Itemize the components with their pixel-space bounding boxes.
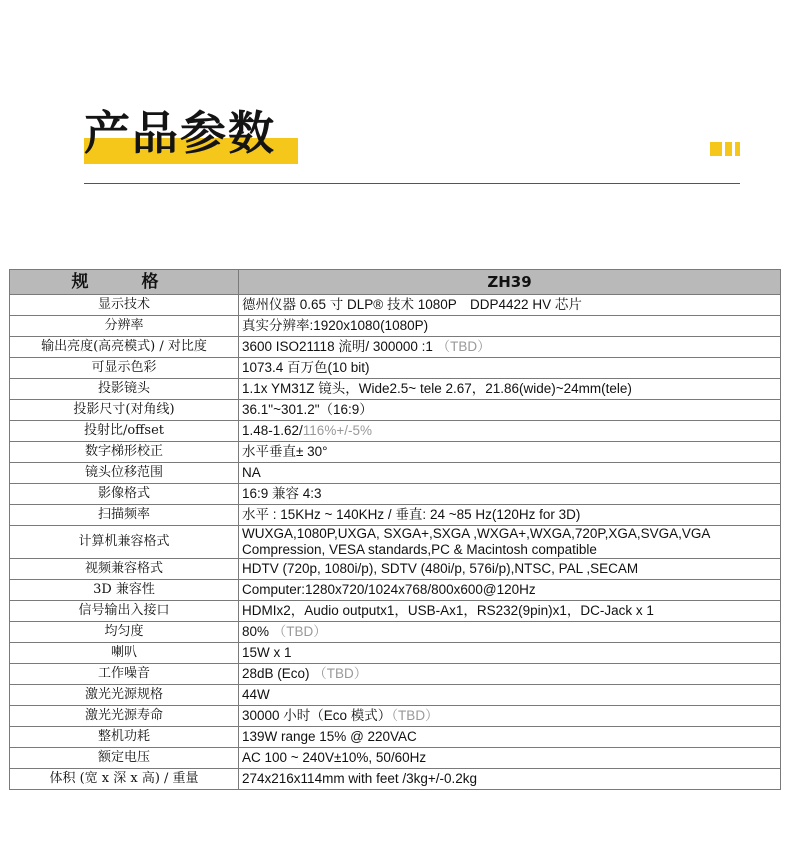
spec-value <box>239 379 781 400</box>
title-divider <box>84 183 740 184</box>
spec-label: 均匀度 <box>10 622 239 643</box>
spec-value-text: WUXGA,1080P,UXGA, SXGA+,SXGA ,WXGA+,WXGA,720P,XGA,SVGA,VGA Compression, VESA standards,PC & Macintosh compatible <box>242 526 710 557</box>
spec-value-text: 44W <box>242 687 270 702</box>
table-row <box>10 337 781 358</box>
spec-value <box>239 463 781 484</box>
table-row <box>10 484 781 505</box>
decorative-bars-icon <box>710 142 740 156</box>
table-row <box>10 769 781 790</box>
table-row <box>10 664 781 685</box>
table-row <box>10 706 781 727</box>
spec-value-text: 1073.4 百万色(10 bit) <box>242 360 370 375</box>
spec-value-text: AC 100 ~ 240V±10%, 50/60Hz <box>242 750 427 765</box>
spec-value <box>239 358 781 379</box>
spec-label: 输出亮度(高亮模式) / 对比度 <box>10 337 239 358</box>
spec-value <box>239 442 781 463</box>
spec-value-text: 28dB (Eco) <box>242 666 314 681</box>
spec-value <box>239 559 781 580</box>
spec-value <box>239 748 781 769</box>
spec-value-text: 16:9 兼容 4:3 <box>242 486 322 501</box>
spec-value-text: 30000 小时（Eco 模式） <box>242 708 392 723</box>
table-row <box>10 442 781 463</box>
table-row <box>10 316 781 337</box>
spec-label: 激光光源规格 <box>10 685 239 706</box>
spec-value <box>239 622 781 643</box>
spec-value <box>239 769 781 790</box>
spec-value-text: 80% <box>242 624 273 639</box>
spec-value-text: 139W range 15% @ 220VAC <box>242 729 417 744</box>
spec-value-text: 真实分辨率:1920x1080(1080P) <box>242 318 429 333</box>
spec-value-text: HDTV (720p, 1080i/p), SDTV (480i/p, 576i/p),NTSC, PAL ,SECAM <box>242 561 639 576</box>
spec-value <box>239 295 781 316</box>
spec-value-note: （TBD） <box>272 624 327 639</box>
spec-value-text: 1.48-1.62/ <box>242 423 303 438</box>
spec-table <box>9 269 781 790</box>
table-row <box>10 685 781 706</box>
spec-value-text: NA <box>242 465 261 480</box>
spec-value <box>239 685 781 706</box>
spec-value <box>239 484 781 505</box>
table-row <box>10 295 781 316</box>
spec-value-text: 水平 : 15KHz ~ 140KHz / 垂直: 24 ~85 Hz(120Hz for 3D) <box>242 507 581 522</box>
header-spec: 规 格 <box>10 270 239 295</box>
table-row <box>10 601 781 622</box>
page-title-block <box>84 104 276 168</box>
spec-label: 额定电压 <box>10 748 239 769</box>
spec-value-text: 水平垂直± 30° <box>242 444 328 459</box>
header-model: ZH39 <box>239 270 781 295</box>
spec-label: 数字梯形校正 <box>10 442 239 463</box>
table-row <box>10 463 781 484</box>
spec-value-note: 116%+/-5% <box>302 423 372 438</box>
spec-label: 视频兼容格式 <box>10 559 239 580</box>
spec-value-text: 274x216x114mm with feet /3kg+/-0.2kg <box>242 771 478 786</box>
spec-table-header <box>10 270 781 295</box>
table-row <box>10 622 781 643</box>
spec-value-text: 1.1x YM31Z 镜头，Wide2.5~ tele 2.67，21.86(wide)~24mm(tele) <box>242 381 632 396</box>
spec-value-text: 15W x 1 <box>242 645 292 660</box>
spec-value <box>239 580 781 601</box>
table-row <box>10 559 781 580</box>
spec-label: 显示技术 <box>10 295 239 316</box>
table-row <box>10 748 781 769</box>
spec-value <box>239 643 781 664</box>
spec-value-note: （TBD） <box>391 708 439 723</box>
spec-value <box>239 316 781 337</box>
spec-label: 3D 兼容性 <box>10 580 239 601</box>
spec-label: 整机功耗 <box>10 727 239 748</box>
spec-value-text: 36.1"~301.2"（16:9） <box>242 402 373 417</box>
table-row <box>10 358 781 379</box>
spec-label: 工作噪音 <box>10 664 239 685</box>
spec-label: 喇叭 <box>10 643 239 664</box>
spec-label: 影像格式 <box>10 484 239 505</box>
spec-label: 计算机兼容格式 <box>10 526 239 559</box>
table-row <box>10 421 781 442</box>
spec-label: 投影镜头 <box>10 379 239 400</box>
spec-label: 激光光源寿命 <box>10 706 239 727</box>
page-title: 产品参数 <box>84 106 276 160</box>
spec-label: 信号输出入接口 <box>10 601 239 622</box>
spec-value-text: 3600 ISO21118 流明/ 300000 :1 <box>242 339 437 354</box>
spec-value <box>239 727 781 748</box>
spec-value-text: HDMIx2，Audio outputx1，USB-Ax1，RS232(9pin)x1，DC-Jack x 1 <box>242 603 654 618</box>
spec-value <box>239 601 781 622</box>
spec-label: 投射比/offset <box>10 421 239 442</box>
spec-value-note: （TBD） <box>313 666 368 681</box>
spec-label: 投影尺寸(对角线) <box>10 400 239 421</box>
spec-value-note: （TBD） <box>436 339 491 354</box>
spec-value-text: Computer:1280x720/1024x768/800x600@120Hz <box>242 582 536 597</box>
table-row <box>10 379 781 400</box>
spec-value <box>239 664 781 685</box>
spec-value <box>239 400 781 421</box>
table-row <box>10 643 781 664</box>
table-row <box>10 526 781 559</box>
spec-label: 分辨率 <box>10 316 239 337</box>
spec-value-text: 德州仪器 0.65 寸 DLP® 技术 1080P DDP4422 HV 芯片 <box>242 297 582 312</box>
spec-value <box>239 421 781 442</box>
spec-value <box>239 706 781 727</box>
spec-label: 扫描频率 <box>10 505 239 526</box>
table-row <box>10 580 781 601</box>
spec-label: 镜头位移范围 <box>10 463 239 484</box>
spec-label: 体积 (宽 x 深 x 高) / 重量 <box>10 769 239 790</box>
spec-value <box>239 505 781 526</box>
table-row <box>10 400 781 421</box>
spec-value <box>239 337 781 358</box>
spec-label: 可显示色彩 <box>10 358 239 379</box>
table-row <box>10 505 781 526</box>
table-row <box>10 727 781 748</box>
spec-value <box>239 526 781 559</box>
